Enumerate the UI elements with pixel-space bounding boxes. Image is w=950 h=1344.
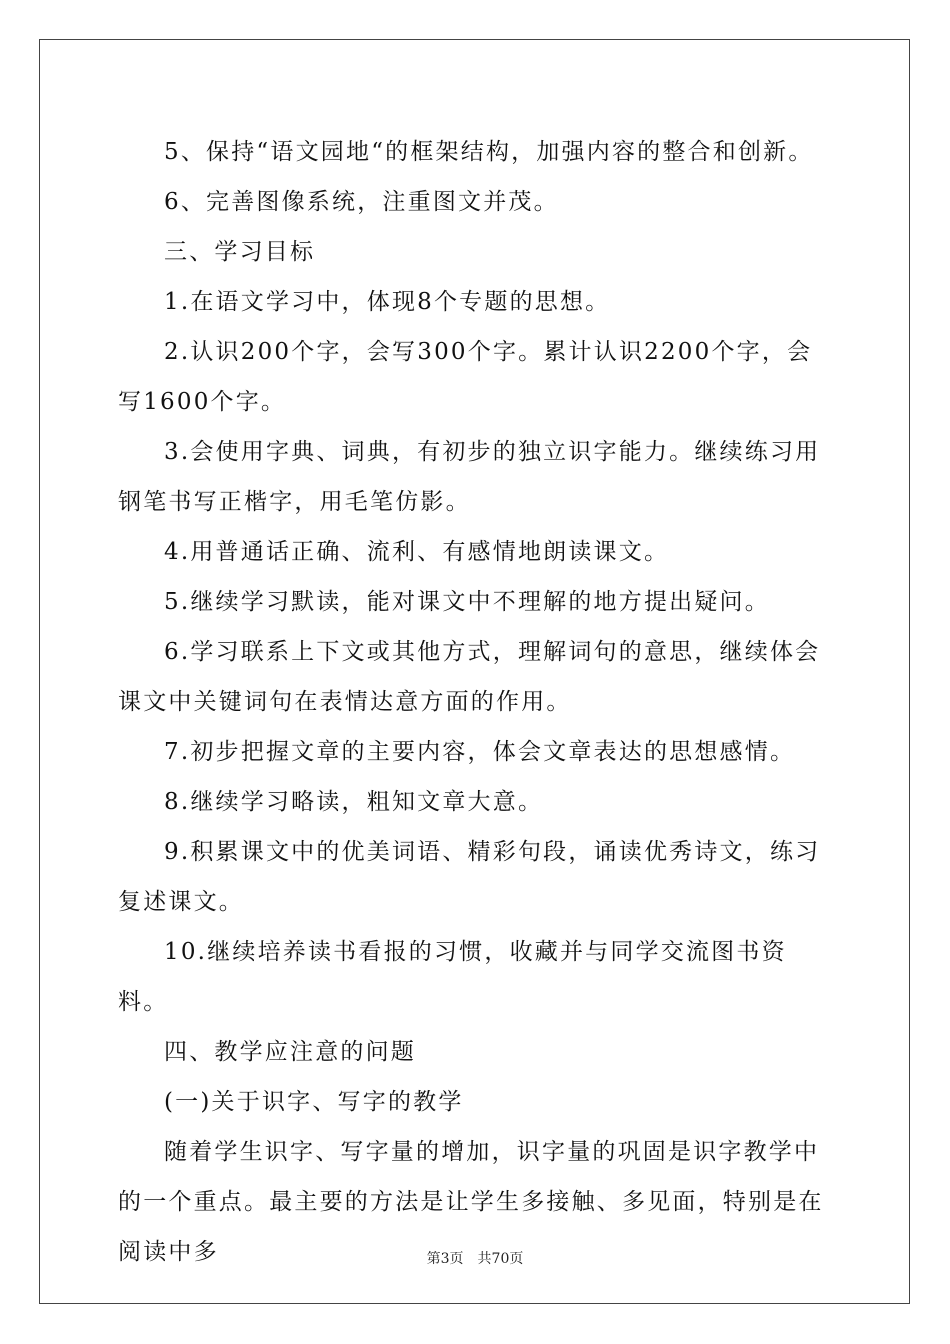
paragraph-5: 2.认识200个字，会写300个字。累计认识2200个字，会写1600个字。 [118,339,813,415]
subsection-heading-15: (一)关于识字、写字的教学 [164,1089,464,1115]
paragraph-10: 7.初步把握文章的主要内容，体会文章表达的思想感情。 [164,739,796,765]
paragraph-6: 3.会使用字典、词典，有初步的独立识字能力。继续练习用钢笔书写正楷字，用毛笔仿影。 [118,439,821,515]
document-body [118,127,832,1277]
paragraph-12: 9.积累课文中的优美词语、精彩句段，诵读优秀诗文，练习复述课文。 [118,839,821,915]
page-number-footer: 第3页 共70页 [426,1251,524,1267]
paragraph-1: 5、保持“语文园地“的框架结构，加强内容的整合和创新。 [164,139,814,165]
paragraph-9: 6.学习联系上下文或其他方式，理解词句的意思，继续体会课文中关键词句在表情达意方面的作用。 [118,639,821,715]
paragraph-11: 8.继续学习略读，粗知文章大意。 [164,789,544,815]
paragraph-2: 6、完善图像系统，注重图文并茂。 [164,189,559,215]
paragraph-7: 4.用普通话正确、流利、有感情地朗读课文。 [164,539,670,565]
paragraph-16: 随着学生识字、写字量的增加，识字量的巩固是识字教学中的一个重点。最主要的方法是让学生多接触、多见面，特别是在阅读中多 [118,1139,824,1265]
paragraph-13: 10.继续培养读书看报的习惯，收藏并与同学交流图书资料。 [118,939,787,1015]
paragraph-8: 5.继续学习默读，能对课文中不理解的地方提出疑问。 [164,589,770,615]
section-heading-14: 四、教学应注意的问题 [164,1039,416,1065]
paragraph-4: 1.在语文学习中，体现8个专题的思想。 [164,289,611,315]
section-heading-3: 三、学习目标 [164,239,316,265]
